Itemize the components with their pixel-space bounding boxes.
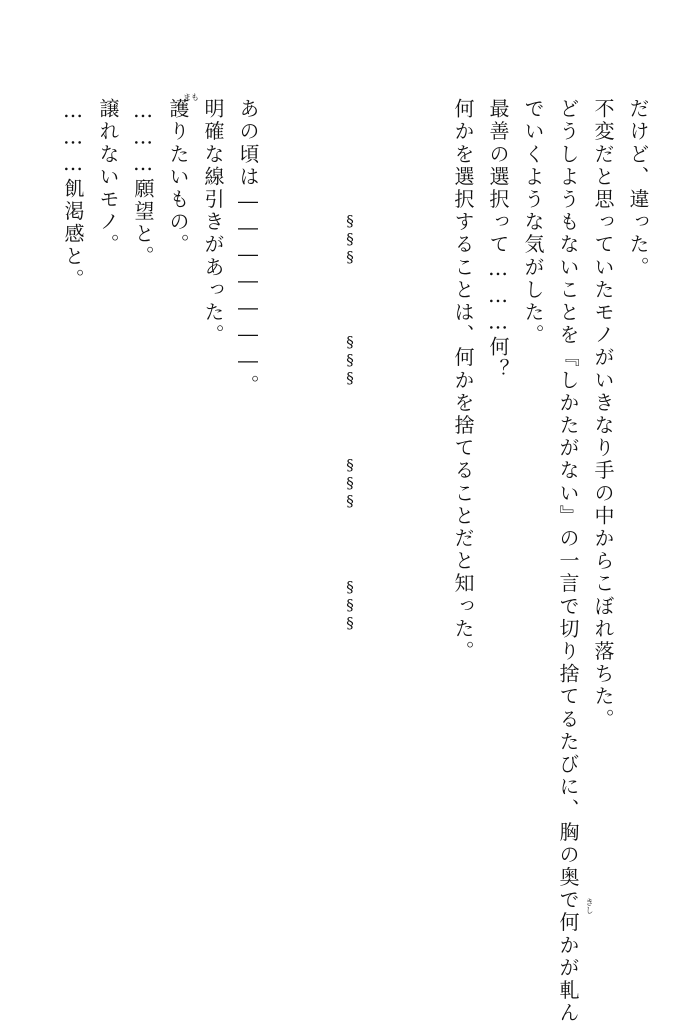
text-line-8: 明確な線引きがあった。 [201,98,225,347]
ruby-mamo: まも [183,93,199,102]
text-line-5: 最善の選択って………何？ [486,98,510,382]
text-line-1: だけど、違った。 [626,98,650,279]
ruby-kishi: きし [585,898,594,914]
section-mark-1: §§§ [341,212,359,266]
text-line-12: ………飢渇感と。 [61,98,85,291]
section-mark-3: §§§ [341,456,359,510]
text-line-7: あの頃は―――――――。 [236,98,260,398]
text-line-2: 不変だと思っていたモノがいきなり手の中からこぼれ落ちた。 [591,98,615,731]
text-line-4: でいくような気がした。 [521,98,545,347]
section-mark-2: §§§ [341,333,359,387]
text-line-10: ………願望と。 [131,98,155,269]
section-mark-4: §§§ [341,578,359,632]
text-line-11: 譲れないモノ。 [96,98,120,257]
text-line-9: 護りたいもの。 [166,98,190,257]
text-line-6: 何かを選択することは、何かを捨てることだと知った。 [451,98,475,663]
text-line-3: どうしようもないことを『しかたがない』の一言で切り捨てるたびに、胸の奥で何かが軋ん [556,98,580,1025]
